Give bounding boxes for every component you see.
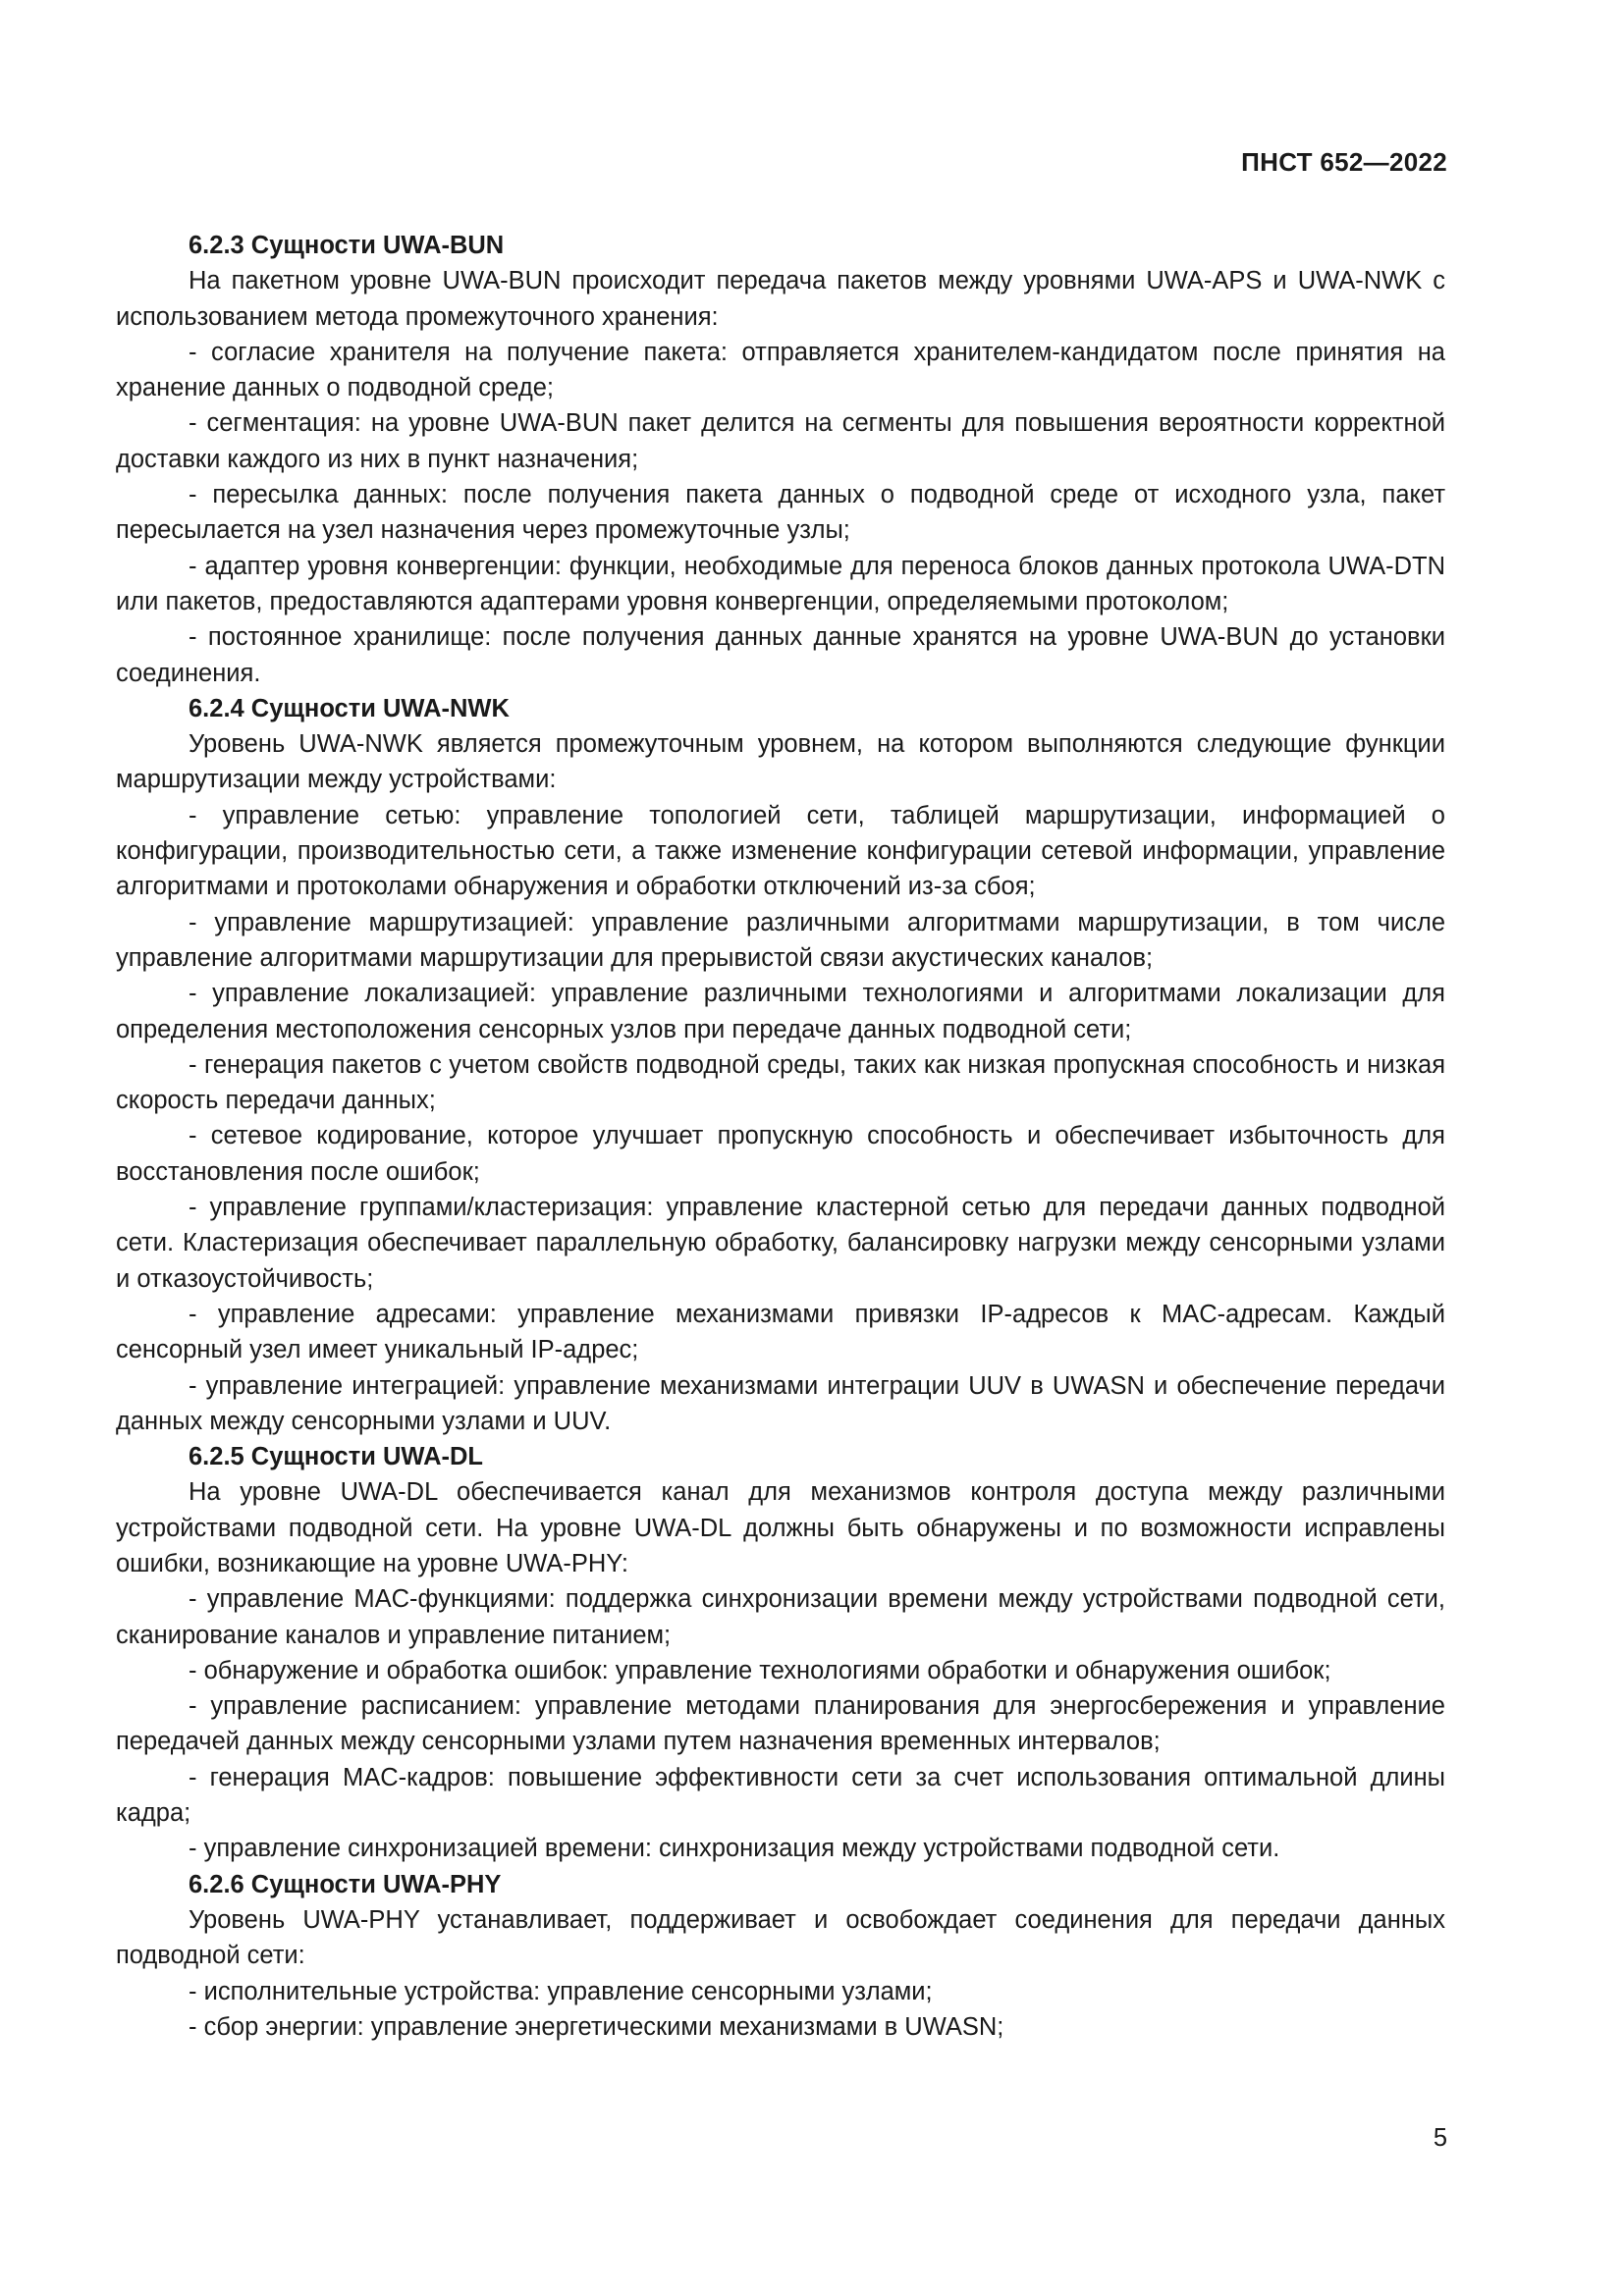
list-item: - управление адресами: управление механизмами привязки IP-адресов к MAC-адресам. Каждый сенсорный узел имеет уникальный IP-адрес; [116,1300,1445,1364]
list-item: - управление MAC-функциями: поддержка синхронизации времени между устройствами подводной сети, сканирование каналов и управление питанием; [116,1585,1445,1649]
list-item: - пересылка данных: после получения пакета данных о подводной среде от исходного узла, пакет пересылается на узел назначения через промежуточные узлы; [116,481,1445,545]
paragraph: Уровень UWA-PHY устанавливает, поддерживает и освобождает соединения для передачи данных подводной сети: [116,1905,1445,1970]
list-item: - сегментация: на уровне UWA-BUN пакет делится на сегменты для повышения вероятности корректной доставки каждого из них в пункт назначения; [116,409,1445,473]
document-body [116,228,1445,2045]
page-number: 5 [1433,2124,1447,2152]
section-heading: 6.2.6 Сущности UWA-PHY [189,1870,502,1898]
list-item: - обнаружение и обработка ошибок: управление технологиями обработки и обнаружения ошибок; [189,1656,1331,1684]
list-item: - согласие хранителя на получение пакета: отправляется хранителем-кандидатом после принятия на хранение данных о подводной среде; [116,338,1445,402]
list-item: - генерация MAC-кадров: повышение эффективности сети за счет использования оптимальной длины кадра; [116,1763,1445,1828]
list-item: - управление синхронизацией времени: синхронизация между устройствами подводной сети. [189,1835,1280,1863]
list-item: - управление расписанием: управление методами планирования для энергосбережения и управление передачей данных между сенсорными узлами путем назначения временных интервалов; [116,1692,1445,1756]
paragraph: Уровень UWA-NWK является промежуточным уровнем, на котором выполняются следующие функции маршрутизации между устройствами: [116,730,1445,794]
paragraph: На пакетном уровне UWA-BUN происходит передача пакетов между уровнями UWA-APS и UWA-NWK с использованием метода промежуточного хранения: [116,267,1445,331]
list-item: - управление маршрутизацией: управление различными алгоритмами маршрутизации, в том числе управление алгоритмами маршрутизации для прерывистой связи акустических каналов; [116,908,1445,972]
list-item: - сетевое кодирование, которое улучшает пропускную способность и обеспечивает избыточность для восстановления после ошибок; [116,1122,1445,1186]
list-item: - управление группами/кластеризация: управление кластерной сетью для передачи данных подводной сети. Кластеризация обеспечивает параллельную обработку, балансировку нагрузки между сенсорными узлами и отказоустойчивость; [116,1194,1445,1293]
list-item: - управление сетью: управление топологией сети, таблицей маршрутизации, информацией о конфигурации, производительностью сети, а также изменение конфигурации сетевой информации, управление алгоритмами и протоколами обнаружения и обработки отключений из-за сбоя; [116,801,1445,901]
list-item: - адаптер уровня конвергенции: функции, необходимые для переноса блоков данных протокола UWA-DTN или пакетов, предоставляются адаптерами уровня конвергенции, определяемыми протоколом; [116,552,1445,615]
section-heading: 6.2.5 Сущности UWA-DL [189,1443,483,1471]
list-item: - управление локализацией: управление различными технологиями и алгоритмами локализации для определения местоположения сенсорных узлов при передаче данных подводной сети; [116,980,1445,1043]
list-item: - управление интеграцией: управление механизмами интеграции UUV в UWASN и обеспечение передачи данных между сенсорными узлами и UUV. [116,1371,1445,1435]
section-heading: 6.2.3 Сущности UWA-BUN [189,232,505,259]
list-item: - постоянное хранилище: после получения данных данные хранятся на уровне UWA-BUN до установки соединения. [116,623,1445,687]
document-header: ПНСТ 652—2022 [1241,147,1447,177]
paragraph: На уровне UWA-DL обеспечивается канал для механизмов контроля доступа между различными устройствами подводной сети. На уровне UWA-DL должны быть обнаружены и по возможности исправлены ошибки, возникающие на уровне UWA-PHY: [116,1478,1445,1577]
section-heading: 6.2.4 Сущности UWA-NWK [189,694,510,722]
list-item: - генерация пакетов с учетом свойств подводной среды, таких как низкая пропускная способность и низкая скорость передачи данных; [116,1050,1445,1115]
list-item: - сбор энергии: управление энергетическими механизмами в UWASN; [189,2012,1004,2041]
list-item: - исполнительные устройства: управление сенсорными узлами; [189,1977,933,2005]
